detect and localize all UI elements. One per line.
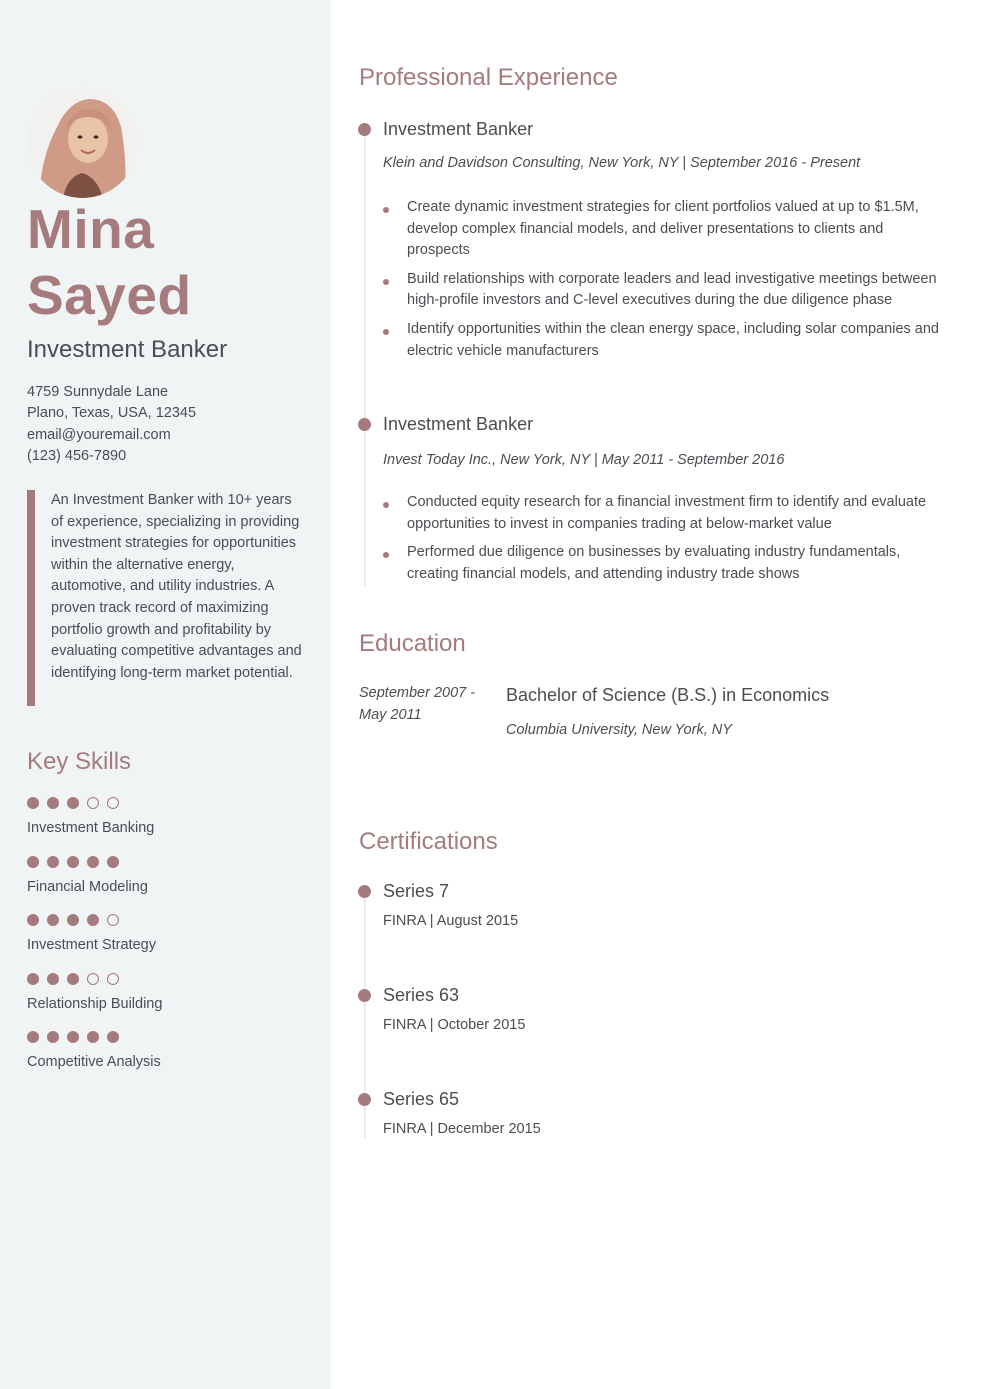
education-end: May 2011 <box>359 707 422 723</box>
job-meta: Invest Today Inc., New York, NY | May 2011 - September 2016 <box>383 452 785 468</box>
rating-dot-filled <box>67 856 79 868</box>
skill-item <box>27 1031 307 1072</box>
job-bullet: Identify opportunities within the clean energy space, including solar companies and electric vehicle manufacturers <box>383 319 943 362</box>
rating-dot-filled <box>87 1031 99 1043</box>
job-title: Investment Banker <box>383 119 534 139</box>
job-bullet: Conducted equity research for a financial investment firm to identify and evaluate opportunities to invest in companies trading at below-market value <box>383 492 943 535</box>
timeline-dot <box>358 989 371 1002</box>
rating-dot-filled <box>67 797 79 809</box>
timeline-dot <box>358 418 371 431</box>
city-line: Plano, Texas, USA, 12345 <box>27 405 197 422</box>
experience-timeline <box>364 136 366 586</box>
skill-item <box>27 797 307 838</box>
rating-dot-filled <box>67 973 79 985</box>
phone: (123) 456-7890 <box>27 447 127 464</box>
rating-dot-filled <box>47 914 59 926</box>
job-title: Investment Banker <box>383 414 534 434</box>
education-dates <box>359 682 489 726</box>
skill-rating <box>27 973 307 987</box>
rating-dot-filled <box>27 914 39 926</box>
first-name: Mina <box>27 198 155 260</box>
rating-dot-filled <box>27 973 39 985</box>
rating-dot-filled <box>67 914 79 926</box>
education-title: Education <box>359 630 466 657</box>
rating-dot-filled <box>47 973 59 985</box>
skill-item <box>27 973 307 1014</box>
rating-dot-empty <box>107 914 119 926</box>
main-content <box>331 0 982 1389</box>
job-bullets <box>383 197 943 369</box>
skill-rating <box>27 1031 307 1045</box>
rating-dot-filled <box>107 856 119 868</box>
certifications-title: Certifications <box>359 828 498 855</box>
rating-dot-empty <box>87 973 99 985</box>
job-meta: Klein and Davidson Consulting, New York, NY | September 2016 - Present <box>383 155 861 171</box>
cert-meta: FINRA | December 2015 <box>383 1121 541 1137</box>
rating-dot-filled <box>47 1031 59 1043</box>
rating-dot-filled <box>27 797 39 809</box>
summary: An Investment Banker with 10+ years of experience, specializing in providing investment strategies for opportunities within the alternative energy, automotive, and utility industries. A proven track record of maximizing portfolio growth and profitability by evaluating competitive advantages and identifying long-term market potential. <box>27 490 307 706</box>
rating-dot-filled <box>47 856 59 868</box>
skills-title: Key Skills <box>27 748 132 775</box>
candidate-role: Investment Banker <box>27 336 228 363</box>
job-bullet: Build relationships with corporate leaders and lead investigative meetings between high-profile investors and C-level executives during the due diligence phase <box>383 269 943 312</box>
job-bullet: Performed due diligence on businesses by evaluating industry fundamentals, creating financial models, and attending industry trade shows <box>383 542 943 585</box>
experience-title: Professional Experience <box>359 64 618 91</box>
rating-dot-filled <box>47 797 59 809</box>
sidebar <box>0 0 331 1389</box>
rating-dot-filled <box>87 914 99 926</box>
job-bullets <box>383 492 943 592</box>
profile-photo <box>27 87 138 198</box>
rating-dot-filled <box>27 1031 39 1043</box>
rating-dot-filled <box>27 856 39 868</box>
candidate-name <box>27 196 192 328</box>
cert-name: Series 7 <box>383 881 450 901</box>
skill-rating <box>27 856 307 870</box>
timeline-dot <box>358 123 371 136</box>
cert-meta: FINRA | October 2015 <box>383 1017 526 1033</box>
rating-dot-empty <box>107 973 119 985</box>
address-line: 4759 Sunnydale Lane <box>27 384 169 400</box>
rating-dot-filled <box>107 1031 119 1043</box>
cert-meta: FINRA | August 2015 <box>383 913 519 929</box>
skill-label: Financial Modeling <box>27 879 148 895</box>
skill-item <box>27 856 307 897</box>
last-name: Sayed <box>27 264 192 326</box>
avatar <box>27 87 138 198</box>
rating-dot-filled <box>87 856 99 868</box>
skill-label: Competitive Analysis <box>27 1054 161 1070</box>
cert-name: Series 63 <box>383 985 460 1005</box>
timeline-dot <box>358 1093 371 1106</box>
rating-dot-empty <box>87 797 99 809</box>
skill-rating <box>27 797 307 811</box>
timeline-dot <box>358 885 371 898</box>
skill-item <box>27 914 307 955</box>
education-school: Columbia University, New York, NY <box>506 722 732 738</box>
email: email@youremail.com <box>27 426 171 443</box>
cert-name: Series 65 <box>383 1089 460 1109</box>
contact-info <box>27 382 196 467</box>
rating-dot-empty <box>107 797 119 809</box>
education-degree: Bachelor of Science (B.S.) in Economics <box>506 685 830 705</box>
skill-rating <box>27 914 307 928</box>
skill-label: Investment Banking <box>27 820 155 836</box>
skill-label: Relationship Building <box>27 996 163 1012</box>
job-bullet: Create dynamic investment strategies for client portfolios valued at up to $1.5M, develop complex financial models, and deliver presentations to clients and prospects <box>383 197 943 262</box>
rating-dot-filled <box>67 1031 79 1043</box>
skill-label: Investment Strategy <box>27 937 156 953</box>
education-start: September 2007 - <box>359 685 476 701</box>
